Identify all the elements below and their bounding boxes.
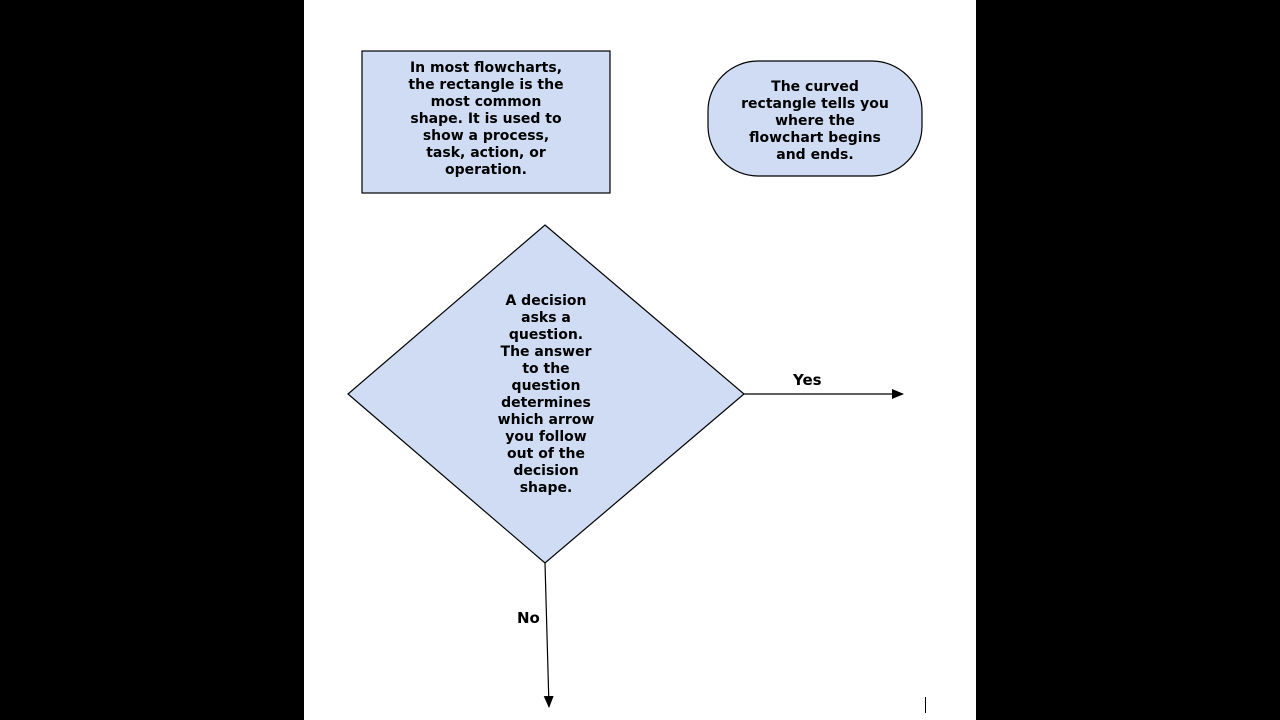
text-cursor <box>925 697 926 713</box>
no-label: No <box>517 609 540 627</box>
slide <box>304 0 976 720</box>
yes-label: Yes <box>793 371 822 389</box>
process-text: In most flowcharts, the rectangle is the most common shape. It is used to show a process, task, action, or operation. <box>408 60 564 178</box>
decision-text: A decision asks a question. The answer to the question determines which arrow you follow out of the decision shape. <box>497 293 595 496</box>
no-arrow <box>545 563 549 707</box>
terminator-text: The curved rectangle tells you where the flowchart begins and ends. <box>741 79 889 163</box>
